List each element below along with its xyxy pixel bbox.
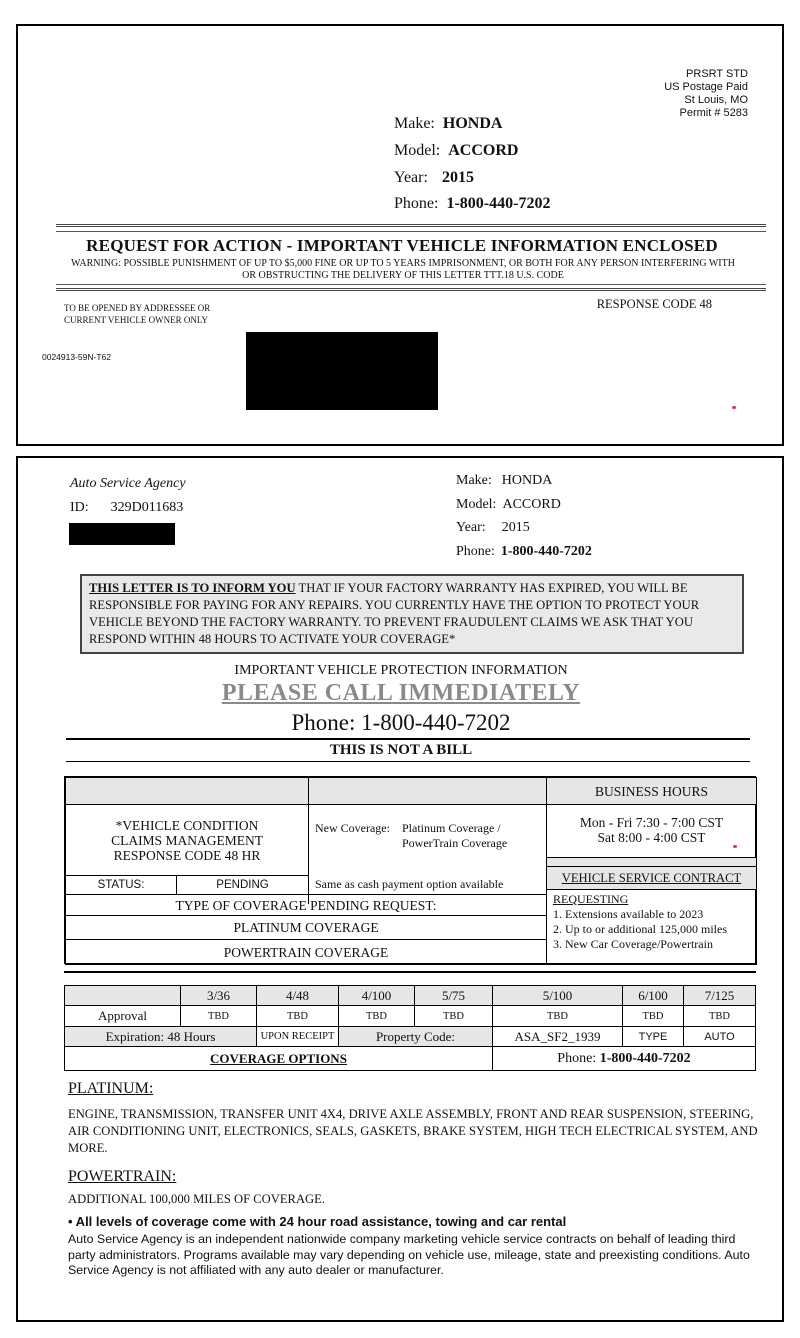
approval-value: TBD xyxy=(492,1005,623,1027)
not-a-bill-notice: THIS IS NOT A BILL xyxy=(329,742,473,758)
request-title: REQUEST FOR ACTION - IMPORTANT VEHICLE INFORMATION ENCLOSED xyxy=(86,236,718,255)
letter-year xyxy=(456,519,530,537)
options-phone-cell xyxy=(492,1046,756,1071)
business-hours-header: BUSINESS HOURS xyxy=(546,777,757,805)
vehicle-service-contract: VEHICLE SERVICE CONTRACT xyxy=(546,866,757,890)
postage-line: Permit # 5283 xyxy=(679,107,748,119)
approval-value: TBD xyxy=(256,1005,339,1027)
id-value: 329D011683 xyxy=(110,500,184,515)
model-value: ACCORD xyxy=(448,142,519,159)
envelope-make xyxy=(394,114,502,134)
new-coverage-label: New Coverage: xyxy=(315,821,390,835)
ink-mark xyxy=(733,845,737,848)
model-value: ACCORD xyxy=(502,497,561,512)
postage-line: PRSRT STD xyxy=(686,68,748,80)
same-as-cash-cell: Same as cash payment option available xyxy=(308,875,547,895)
term-header: 7/125 xyxy=(683,985,756,1006)
year-value: 2015 xyxy=(501,520,530,535)
phone-value: 1-800-440-7202 xyxy=(500,544,592,559)
term-header: 3/36 xyxy=(180,985,257,1006)
redacted-name-block xyxy=(69,523,175,545)
term-header: 5/75 xyxy=(414,985,493,1006)
model-label: Model: xyxy=(394,142,441,159)
approval-value: TBD xyxy=(414,1005,493,1027)
redacted-address-block xyxy=(246,332,438,410)
protection-info-heading: IMPORTANT VEHICLE PROTECTION INFORMATION xyxy=(234,663,568,678)
grid-corner xyxy=(64,985,181,1006)
inform-lead: THIS LETTER IS TO INFORM YOU xyxy=(89,581,296,595)
envelope-phone xyxy=(394,194,550,214)
platinum-heading: PLATINUM: xyxy=(68,1080,154,1097)
term-header: 6/100 xyxy=(622,985,684,1006)
envelope-year xyxy=(394,168,474,188)
status-label: STATUS: xyxy=(65,875,177,895)
postage-line: US Postage Paid xyxy=(664,81,748,93)
expiration-cell: Expiration: 48 Hours xyxy=(64,1026,257,1047)
make-label: Make: xyxy=(456,473,492,488)
ink-mark xyxy=(732,406,736,409)
agency-name: Auto Service Agency xyxy=(70,476,186,491)
table-header-cell xyxy=(65,777,309,805)
year-value: 2015 xyxy=(441,169,474,186)
requesting-item: 1. Extensions available to 2023 xyxy=(553,907,704,921)
inform-notice-box xyxy=(80,574,744,654)
powertrain-coverage-row: POWERTRAIN COVERAGE xyxy=(65,939,547,965)
requesting-cell xyxy=(546,889,757,965)
mailer-envelope xyxy=(16,24,784,446)
type-pending-row: TYPE OF COVERAGE PENDING REQUEST: xyxy=(65,894,547,916)
title-rule-top-2 xyxy=(56,231,766,232)
property-code-value: ASA_SF2_1939 xyxy=(492,1026,623,1047)
upon-receipt-cell: UPON RECEIPT xyxy=(256,1026,339,1047)
term-header: 4/100 xyxy=(338,985,415,1006)
phone-label: Phone: xyxy=(456,544,495,559)
table-header-cell xyxy=(308,777,547,805)
letter-model xyxy=(456,496,561,514)
approval-label: Approval xyxy=(64,1005,181,1027)
envelope-model xyxy=(394,141,518,161)
hours-weekday: Mon - Fri 7:30 - 7:00 CST xyxy=(579,815,724,830)
requesting-item: 3. New Car Coverage/Powertrain xyxy=(553,937,713,951)
new-coverage-value: Platinum Coverage / PowerTrain Coverage xyxy=(401,821,508,850)
phone-value: 1-800-440-7202 xyxy=(599,1050,691,1066)
claims-management-cell: *VEHICLE CONDITION CLAIMS MANAGEMENT RESPONSE CODE 48 HR xyxy=(65,804,309,876)
agency-id xyxy=(70,500,183,516)
tracking-code: 0024913-59N-T62 xyxy=(42,352,111,362)
make-value: HONDA xyxy=(442,115,503,132)
title-rule-bottom xyxy=(56,284,766,285)
please-call-heading: PLEASE CALL IMMEDIATELY xyxy=(221,680,581,706)
term-header: 4/48 xyxy=(256,985,339,1006)
type-value: AUTO xyxy=(683,1026,756,1047)
title-rule-top xyxy=(56,224,766,227)
warning-text: WARNING: POSSIBLE PUNISHMENT OF UP TO $5,000 FINE OR UP TO 5 YEARS IMPRISONMENT, OR BOTH FOR ANY PERSON INTERFERING WITH OR OBSTRUCTING THE DELIVERY OF THIS LETTER TTT.18 U.S. CODE xyxy=(71,258,735,281)
platinum-description: ENGINE, TRANSMISSION, TRANSFER UNIT 4X4, DRIVE AXLE ASSEMBLY, FRONT AND REAR SUSPENSION, STEERING, AIR CONDITIONING UNIT, ELECTRONICS, SEALS, GASKETS, BRAKE SYSTEM, HIGH TECH ELECTRICAL SYSTEM, AND MORE. xyxy=(68,1107,758,1155)
call-phone-number: Phone: 1-800-440-7202 xyxy=(291,710,511,735)
phone-label: Phone: xyxy=(557,1050,597,1066)
hours-saturday: Sat 8:00 - 4:00 CST xyxy=(597,830,706,845)
powertrain-heading: POWERTRAIN: xyxy=(68,1168,177,1185)
road-assistance-bullet: • All levels of coverage come with 24 hour road assistance, towing and car rental xyxy=(68,1214,567,1229)
letter-make xyxy=(456,472,552,490)
status-value: PENDING xyxy=(176,875,309,895)
make-value: HONDA xyxy=(501,473,553,488)
divider-rule xyxy=(66,738,750,740)
business-hours-cell xyxy=(546,804,757,858)
term-header: 5/100 xyxy=(492,985,623,1006)
phone-label: Phone: xyxy=(394,195,439,212)
open-note-line: CURRENT VEHICLE OWNER ONLY xyxy=(64,315,209,325)
phone-value: 1-800-440-7202 xyxy=(446,195,551,212)
section-divider xyxy=(64,971,756,973)
approval-value: TBD xyxy=(683,1005,756,1027)
postage-line: St Louis, MO xyxy=(684,94,748,106)
approval-value: TBD xyxy=(180,1005,257,1027)
type-label: TYPE xyxy=(622,1026,684,1047)
letter-page xyxy=(16,456,784,1322)
postage-indicia xyxy=(664,68,748,120)
open-note-line: TO BE OPENED BY ADDRESSEE OR xyxy=(64,303,211,313)
response-code: RESPONSE CODE 48 xyxy=(596,297,712,311)
requesting-heading: REQUESTING xyxy=(553,892,629,906)
coverage-table xyxy=(64,776,756,964)
id-label: ID: xyxy=(70,500,89,515)
platinum-coverage-row: PLATINUM COVERAGE xyxy=(65,915,547,940)
year-label: Year: xyxy=(456,520,486,535)
coverage-terms-grid xyxy=(64,985,756,1071)
inform-text: THAT IF YOUR FACTORY WARRANTY HAS EXPIRED, YOU WILL BE RESPONSIBLE FOR PAYING FOR ANY REPAIRS. YOU CURRENTLY HAVE THE OPTION TO PROTECT YOUR VEHICLE BEYOND THE FACTORY WARRANTY. TO PREVENT FRAUDULENT CLAIMS WE ASK THAT YOU RESPOND WITHIN 48 HOURS TO ACTIVATE YOUR COVERAGE* xyxy=(89,581,700,646)
year-label: Year: xyxy=(394,169,428,186)
letter-phone xyxy=(456,543,592,561)
make-label: Make: xyxy=(394,115,435,132)
coverage-options-label: COVERAGE OPTIONS xyxy=(64,1046,493,1071)
open-note xyxy=(64,302,210,326)
divider-rule xyxy=(66,761,750,762)
approval-value: TBD xyxy=(338,1005,415,1027)
title-rule-bottom-2 xyxy=(56,288,766,291)
requesting-item: 2. Up to or additional 125,000 miles xyxy=(553,922,727,936)
approval-value: TBD xyxy=(622,1005,684,1027)
disclaimer-text: Auto Service Agency is an independent nationwide company marketing vehicle service contracts on behalf of leading third party administrators. Programs available may vary depending on vehicle use, mileage, state and preexisting conditions. Auto Service Agency is not affiliated with any auto dealer or manufacturer. xyxy=(68,1232,750,1277)
model-label: Model: xyxy=(456,497,497,512)
property-code-label: Property Code: xyxy=(338,1026,493,1047)
powertrain-description: ADDITIONAL 100,000 MILES OF COVERAGE. xyxy=(68,1192,325,1206)
